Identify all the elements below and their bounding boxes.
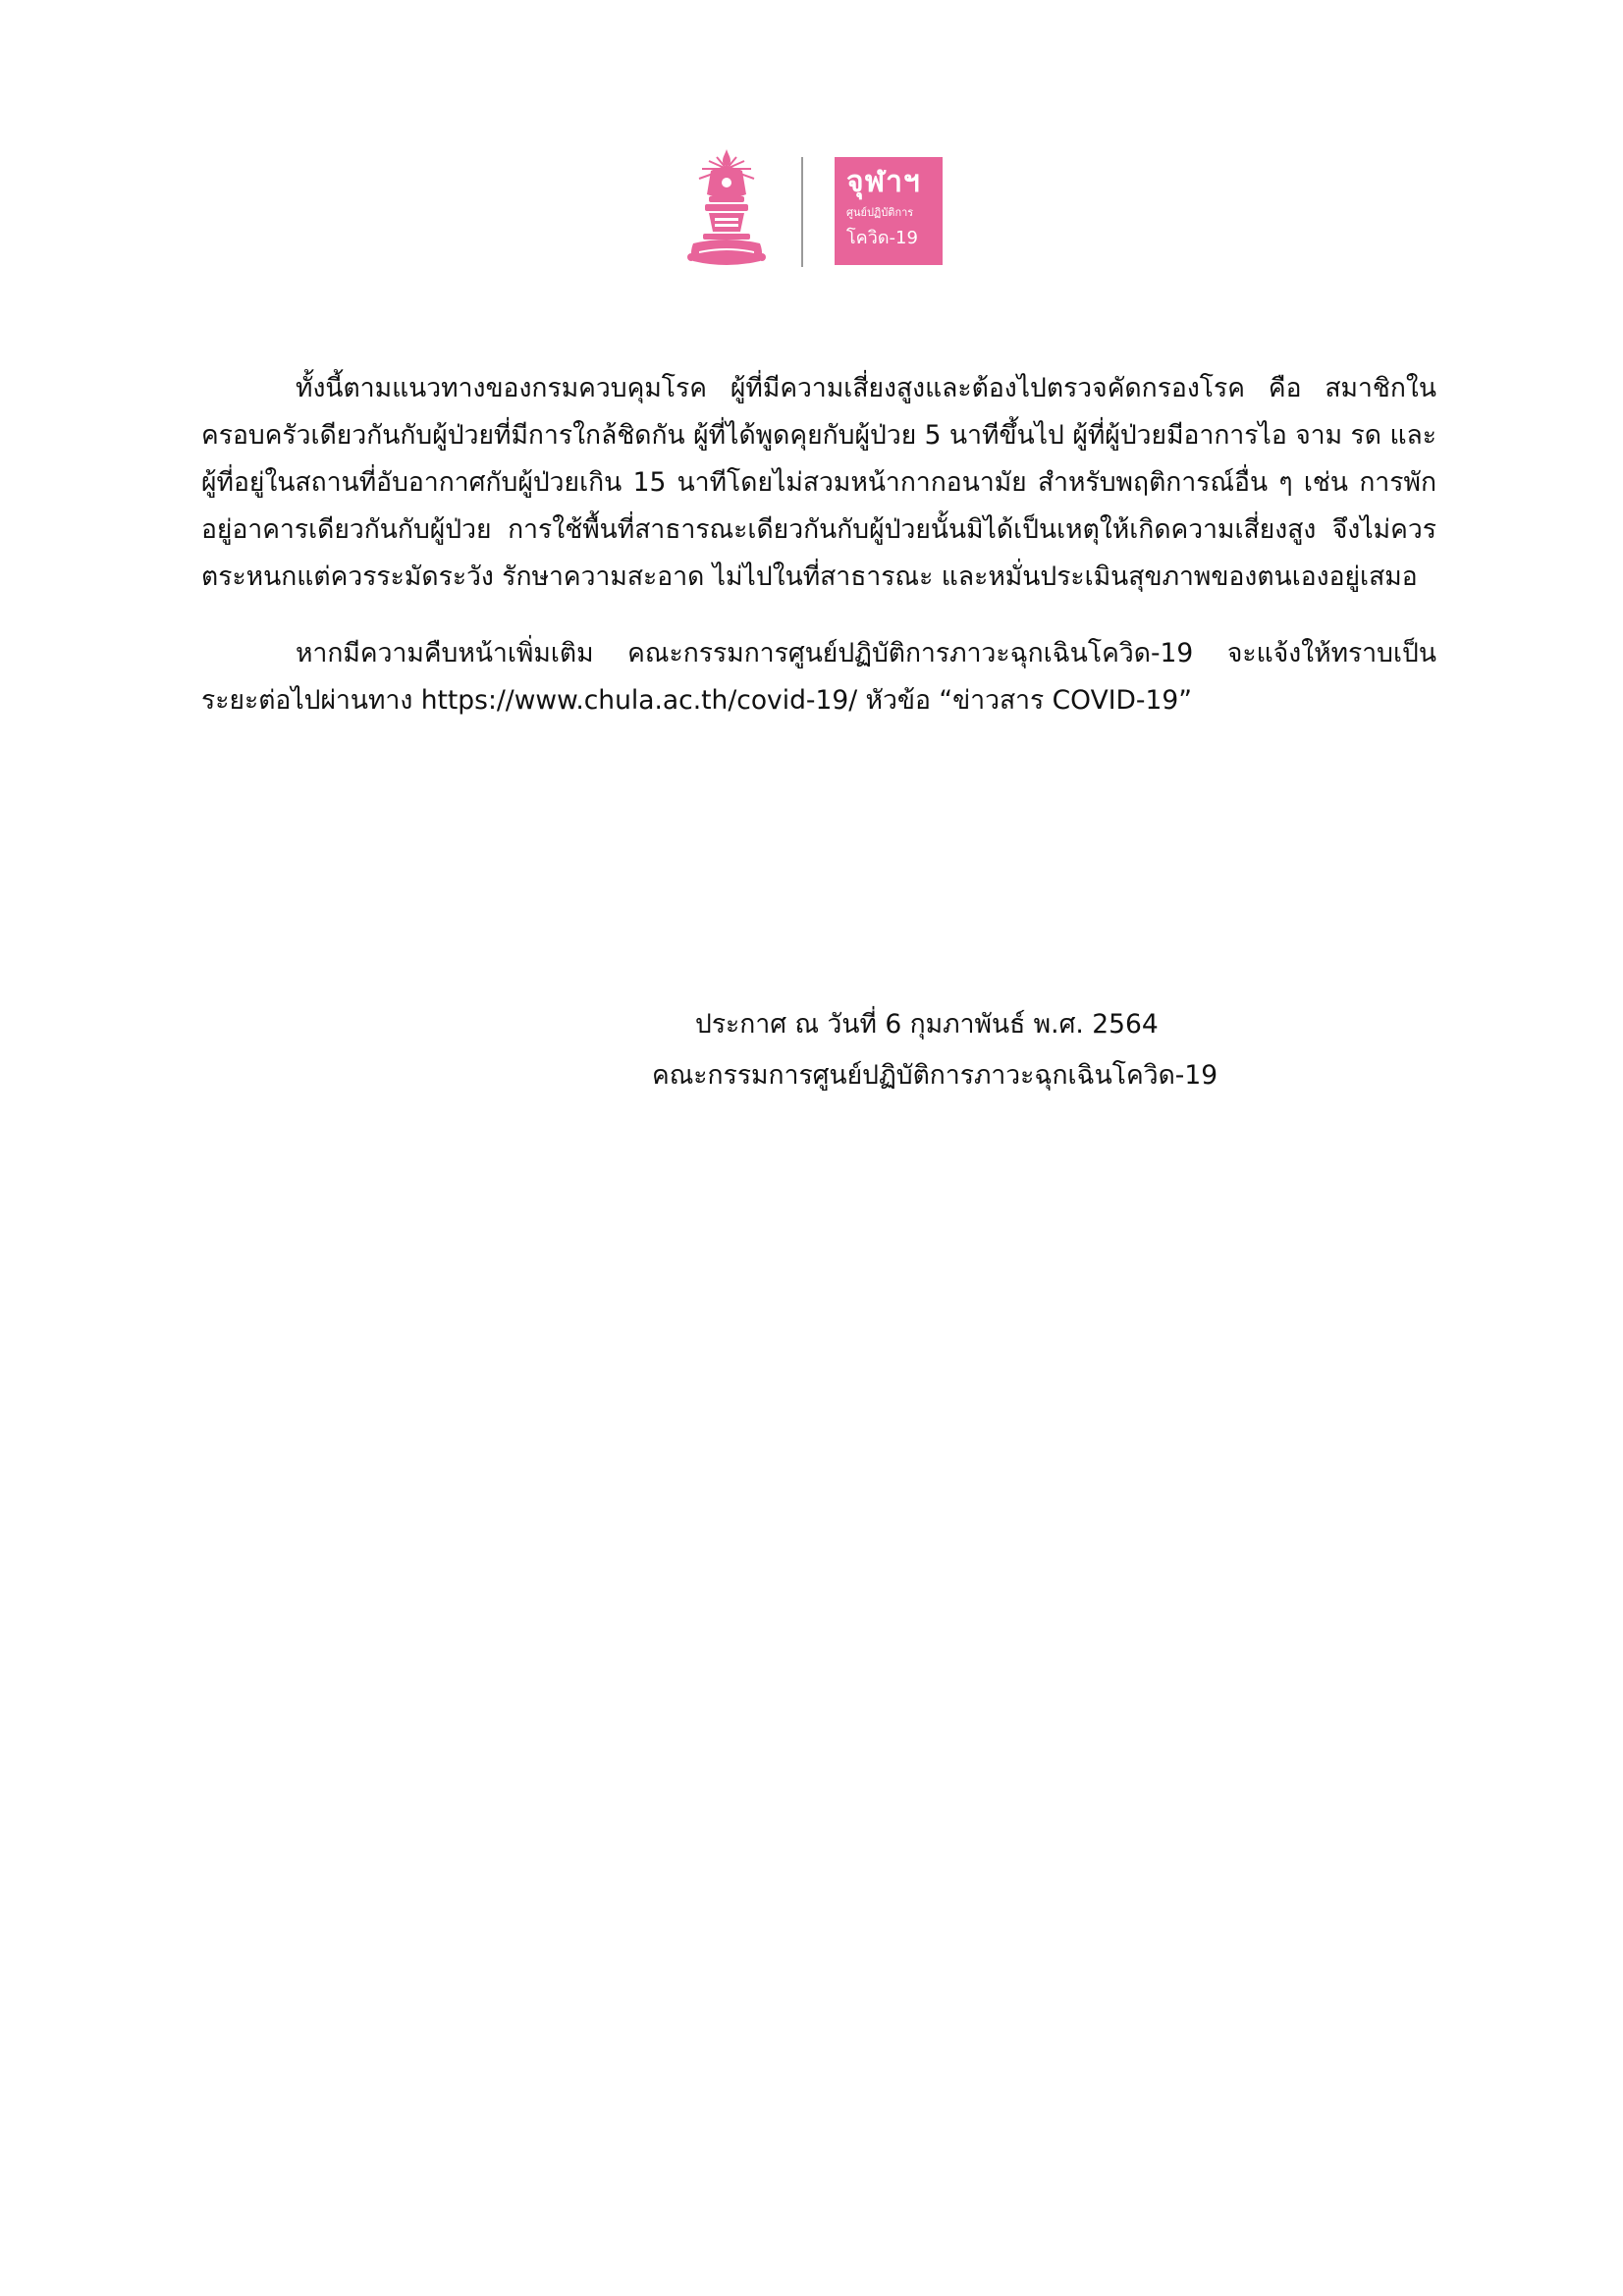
issuing-committee: คณะกรรมการศูนย์ปฏิบัติการภาวะฉุกเฉินโควิด-19	[652, 1060, 1218, 1091]
header-divider	[801, 157, 803, 267]
header-logos	[687, 147, 952, 275]
signature-block	[609, 999, 1257, 1101]
chula-seal-icon	[687, 147, 766, 270]
badge-subtitle: ศูนย์ปฏิบัติการ	[846, 206, 914, 219]
announcement-date: ประกาศ ณ วันที่ 6 กุมภาพันธ์ พ.ศ. 2564	[695, 1009, 1159, 1040]
paragraph-risk-guidance: ทั้งนี้ตามแนวทางของกรมควบคุมโรค ผู้ที่มีความเสี่ยงสูงและต้องไปตรวจคัดกรองโรค คือ สมาชิกในครอบครัวเดียวกันกับผู้ป่วยที่มีการใกล้ชิดกัน ผู้ที่ได้พูดคุยกับผู้ป่วย 5 นาทีขึ้นไป ผู้ที่ผู้ป่วยมีอาการไอ จาม รด และผู้ที่อยู่ในสถานที่อับอากาศกับผู้ป่วยเกิน 15 นาทีโดยไม่สวมหน้ากากอนามัย สำหรับพฤติการณ์อื่น ๆ เช่น การพักอยู่อาคารเดียวกันกับผู้ป่วย การใช้พื้นที่สาธารณะเดียวกันกับผู้ป่วยนั้นมิได้เป็นเหตุให้เกิดความเสี่ยงสูง จึงไม่ควรตระหนกแต่ควรระมัดระวัง รักษาความสะอาด ไม่ไปในที่สาธารณะ และหมั่นประเมินสุขภาพของตนเองอยู่เสมอ	[201, 373, 1436, 592]
paragraph-further-updates: หากมีความคืบหน้าเพิ่มเติม คณะกรรมการศูนย์ปฏิบัติการภาวะฉุกเฉินโควิด-19 จะแจ้งให้ทราบเป็นระยะต่อไปผ่านทาง https://www.chula.ac.th/covid-19/ หัวข้อ “ข่าวสาร COVID-19”	[201, 638, 1436, 716]
announcement-body	[201, 365, 1436, 754]
covid-center-logo-badge	[835, 157, 943, 265]
badge-title: จุฬาฯ	[846, 165, 921, 199]
badge-covid-label: โควิด-19	[846, 228, 918, 248]
